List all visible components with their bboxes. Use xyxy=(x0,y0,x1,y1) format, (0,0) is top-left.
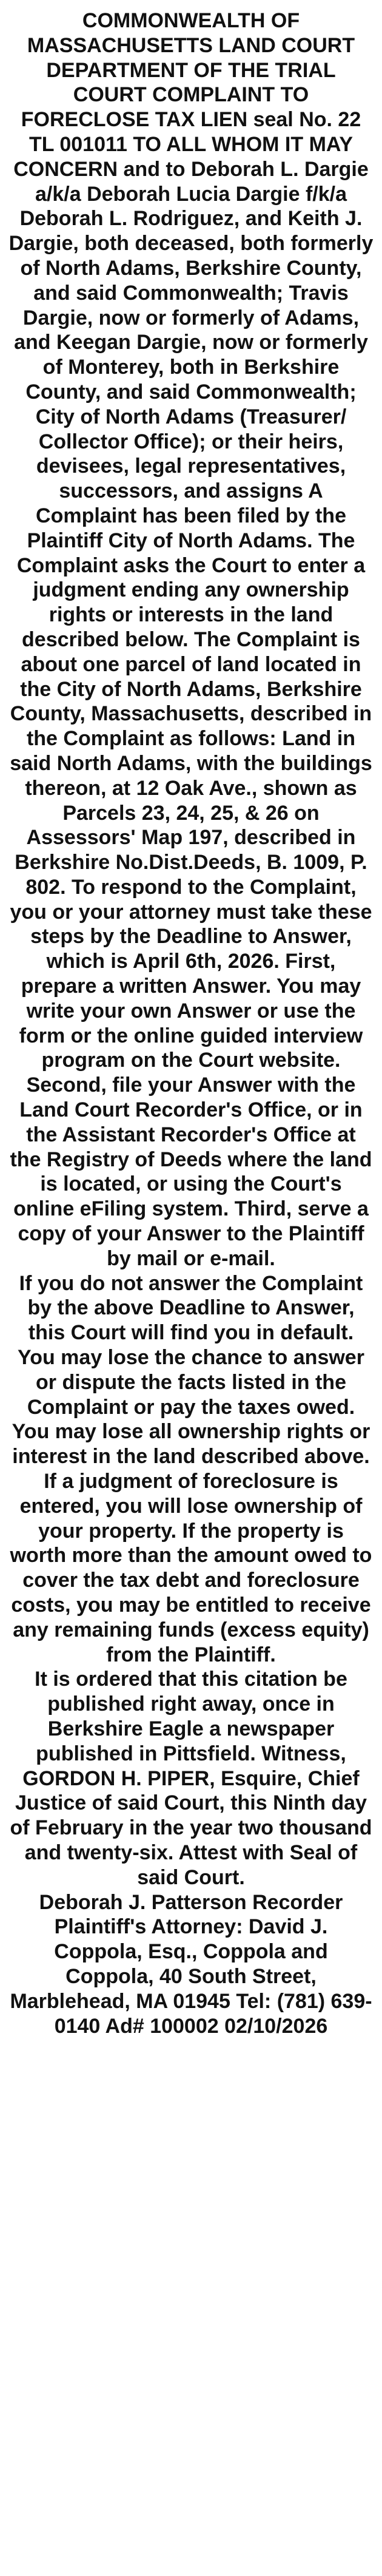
legal-notice-text: COMMONWEALTH OF MASSACHUSETTS LAND COURT DEPARTMENT OF THE TRIAL COURT COMPLAINT TO FORECLOSE TAX LIEN seal No. 22 TL 001011 TO ALL WHOM IT MAY CONCERN and to Deborah L. Dargie a/k/a Deborah Lucia Dargie f/k/a Deborah L. Rodriguez, and Keith J. Dargie, both deceased, both formerly of North Adams, Berkshire County, and said Commonwealth; Travis Dargie, now or formerly of Adams, and Keegan Dargie, now or formerly of Monterey, both in Berkshire County, and said Commonwealth; City of North Adams (Treasurer/ Collector Office); or their heirs, devisees, legal representatives, successors, and assigns A Complaint has been filed by the Plaintiff City of North Adams. The Complaint asks the Court to enter a judgment ending any ownership rights or interests in the land described below. The Complaint is about one parcel of land located in the City of North Adams, Berkshire County, Massachusetts, described in the Complaint as follows: Land in said North Adams, with the buildings thereon, at 12 Oak Ave., shown as Parcels 23, 24, 25, & 26 on Assessors' Map 197, described in Berkshire No.Dist.Deeds, B. 1009, P. 802. To respond to the Complaint, you or your attorney must take these steps by the Deadline to Answer, which is April 6th, 2026. First, prepare a written Answer. You may write your own Answer or use the form or the online guided interview program on the Court website. Second, file your Answer with the Land Court Recorder's Office, or in the Assistant Recorder's Office at the Registry of Deeds where the land is located, or using the Court's online eFiling system. Third, serve a copy of your Answer to the Plaintiff by mail or e-mail. If you do not answer the Complaint by the above Deadline to Answer, this Court will find you in default. You may lose the chance to answer or dispute the facts listed in the Complaint or pay the taxes owed. You may lose all ownership rights or interest in the land described above. If a judgment of foreclosure is entered, you will lose ownership of your property. If the property is worth more than the amount owed to cover the tax debt and foreclosure costs, you may be entitled to receive any remaining funds (excess equity) from the Plaintiff. It is ordered that this citation be published right away, once in Berkshire Eagle a newspaper published in Pittsfield. Witness, GORDON H. PIPER, Esquire, Chief Justice of said Court, this Ninth day of February in the year two thousand and twenty-six. Attest with Seal of said Court. Deborah J. Patterson Recorder Plaintiff's Attorney: David J. Coppola, Esq., Coppola and Coppola, 40 South Street, Marblehead, MA 01945 Tel: (781) 639-0140 Ad# 100002 02/10/2026 xyxy=(8,9,374,2038)
